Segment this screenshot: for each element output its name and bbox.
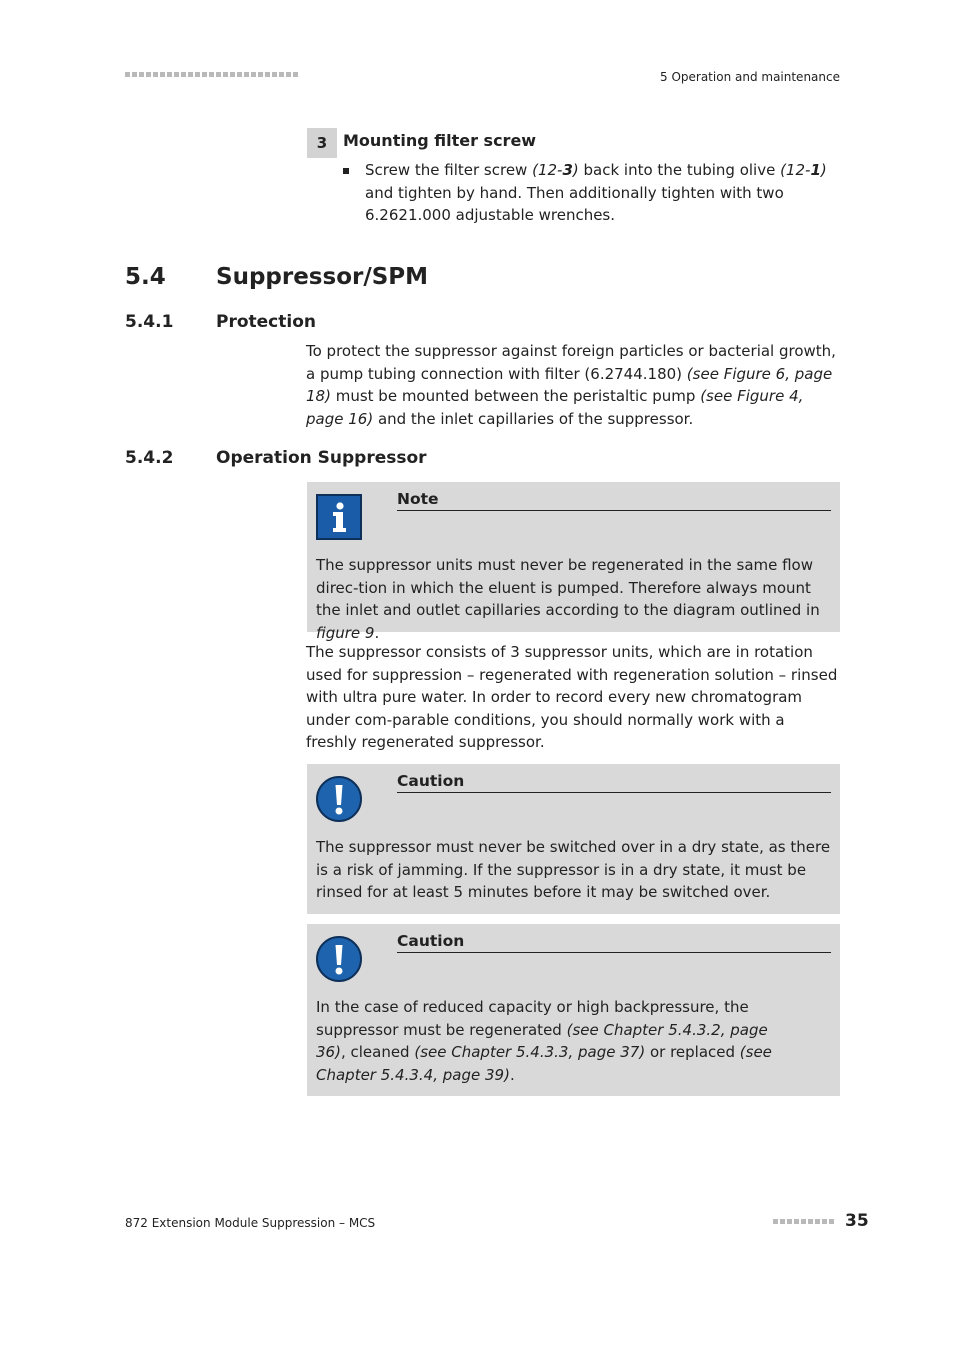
section-heading: 5.4 Suppressor/SPM	[125, 264, 429, 290]
step-text: Screw the filter screw (12-3) back into the tubing olive (12-1) and tighten by hand. Then additionally tighten with two 6.2621.000 adjustable wrenches.	[365, 161, 827, 224]
cross-reference-link[interactable]: (see Figure 6, page 18)	[306, 364, 833, 405]
cross-reference-link[interactable]: (see Chapter 5.4.3.2, page 36)	[316, 1020, 768, 1061]
caution-box	[307, 924, 840, 1096]
chapter-header: 5 Operation and maintenance	[660, 70, 840, 84]
figure-ref[interactable]: (12-1)	[780, 161, 827, 179]
caution-box	[307, 764, 840, 914]
caution-text: The suppressor must never be switched over in a dry state, as there is a risk of jamming. If the suppressor is in a dry state, it must be rinsed for at least 5 minutes before it may be switched over.	[316, 838, 831, 901]
exclamation-icon	[316, 936, 362, 982]
cross-reference-link[interactable]: (see Chapter 5.4.3.4, page 39)	[316, 1043, 772, 1084]
footer-decoration	[773, 1219, 834, 1224]
note-text: The suppressor units must never be regenerated in the same flow direc-tion in which the eluent is pumped. Therefore always mount the inlet and outlet capillaries according to the diagram outlined in figure 9.	[316, 556, 820, 642]
subsection-heading-operation: 5.4.2 Operation Suppressor	[125, 448, 427, 468]
step-title: Mounting filter screw	[343, 131, 537, 150]
note-heading: Note	[397, 490, 831, 511]
header-decoration	[125, 72, 298, 77]
footer-title: 872 Extension Module Suppression – MCS	[125, 1216, 376, 1230]
bullet-icon	[343, 168, 349, 174]
figure-ref[interactable]: (12-3)	[532, 161, 579, 179]
note-box	[307, 482, 840, 642]
cross-reference-link[interactable]: (see Figure 4, page 16)	[306, 387, 804, 428]
step-number: 3	[307, 128, 337, 158]
protection-text: To protect the suppressor against foreign particles or bacterial growth, a pump tubing connection with filter (6.2744.180) (see Figure 6, page 18) must be mounted between the peristaltic pump (see Figure 4, page 16) and the inlet capillaries of the suppressor.	[306, 342, 836, 428]
caution-text: In the case of reduced capacity or high backpressure, the suppressor must be regenerated (see Chapter 5.4.3.2, page 36), cleaned (see Chapter 5.4.3.3, page 37) or replaced (see Chapter 5.4.3.4, page 39).	[316, 998, 772, 1084]
info-icon	[316, 494, 362, 540]
suppressor-description: The suppressor consists of 3 suppressor units, which are in rotation used for suppression – regenerated with regeneration solution – rinsed with ultra pure water. In order to record every new chromatogram under com-parable conditions, you should normally work with a freshly regenerated suppressor.	[306, 643, 838, 751]
cross-reference-link[interactable]: (see Chapter 5.4.3.3, page 37)	[414, 1043, 646, 1061]
page-number: 35	[845, 1211, 869, 1231]
exclamation-icon	[316, 776, 362, 822]
caution-heading: Caution	[397, 772, 831, 793]
caution-heading: Caution	[397, 932, 831, 953]
subsection-heading-protection: 5.4.1 Protection	[125, 312, 316, 332]
figure-link[interactable]: figure 9	[316, 623, 375, 642]
